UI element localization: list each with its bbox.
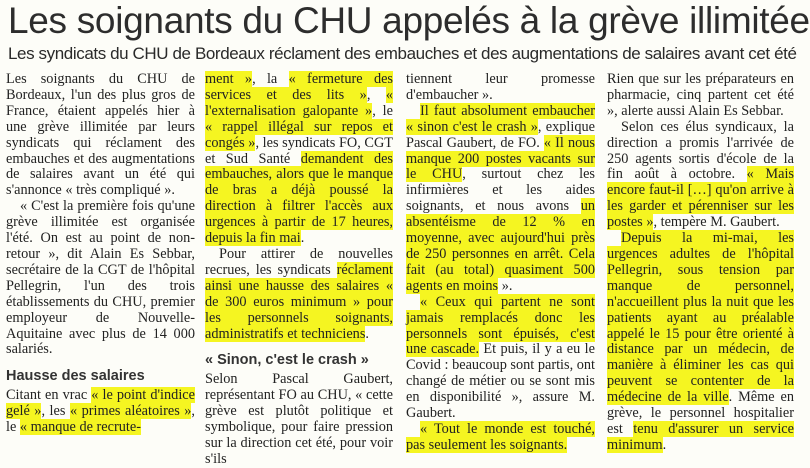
text: Citant en vrac <box>6 387 92 404</box>
column-2 <box>205 71 393 467</box>
highlight: « Il nous manque 200 postes vacants sur le CHU <box>406 134 595 183</box>
highlight: « le point d'indice gelé » <box>6 387 195 420</box>
text: , tempère M. Gaubert. <box>653 214 780 231</box>
paragraph: tiennent leur promesse d'embaucher ». <box>406 71 595 103</box>
highlight: « manque de recrute- <box>19 419 141 436</box>
column-3 <box>406 72 595 451</box>
paragraph <box>205 247 393 342</box>
paragraph <box>406 104 595 295</box>
paragraph <box>205 72 393 247</box>
paragraph: Rien que sur les préparateurs en pharmacie, cinq partent cet été », alerte aussi Alain Es Sebbar. <box>607 71 794 119</box>
highlight: demandent des embauches, alors que le manque de bras a déjà poussé la direction à filtrer l'accès aux urgences à partir de 17 heures, depuis la fin mai <box>205 150 393 247</box>
paragraph: « C'est la première fois qu'une grève illimitée est organisée l'été. On est au point de non-retour », dit Alain Es Sebbar, secrétaire de la CGT de l'hôpital Pellegrin, l'un des trois établissements du CHU, premier employeur de Nouvelle-Aquitaine avec plus de 14 000 salariés. <box>6 198 195 358</box>
text: Selon ces élus syndicaux, la direction a promis l'arrivée de 250 agents sortis d'école de la fin août à octobre. <box>607 118 794 183</box>
text: . <box>662 436 667 453</box>
highlight: tenu d'assurer un service minimum <box>607 420 794 453</box>
text: . <box>300 230 305 247</box>
paragraph <box>607 231 794 454</box>
text: , les syndicats FO, CGT et Sud Santé <box>205 134 393 167</box>
subheadline: Les syndicats du CHU de Bordeaux réclament des embauches et des augmentations de salaires avant cet été <box>8 44 797 63</box>
text: . Même en grève, le personnel hospitalier est <box>607 389 794 437</box>
highlight: « primes aléatoires » <box>69 403 192 420</box>
paragraph <box>406 295 595 422</box>
text: , le <box>372 102 393 119</box>
column-1 <box>6 72 195 451</box>
highlight: Il faut absolument embaucher « sinon c'est le crash » <box>406 102 595 135</box>
text: , le <box>6 403 195 436</box>
highlight: « fermeture des services et des lits » <box>205 71 393 103</box>
column-4 <box>607 72 794 451</box>
text: Pour attirer de nouvelles recrues, les syndicats <box>205 245 393 278</box>
highlight: « Mais encore faut-il […] qu'on arrive à les garder et pérenniser sur les postes » <box>607 166 794 231</box>
section-heading: « Sinon, c'est le crash » <box>205 352 369 369</box>
highlight: « rappel illégal sur repos et congés » <box>205 118 393 151</box>
highlight: réclament ainsi une hausse des salaires « de 300 euros minimum » pour les personnels soignants, administratifs et techniciens <box>205 261 393 342</box>
highlight: « l'externalisation galopante » <box>205 86 393 119</box>
text: ». <box>498 277 513 294</box>
highlight: Depuis la mi-mai, les urgences adultes de l'hôpital Pellegrin, sous tension par manque de personnel, n'accueillent plus la nuit que les patients ayant au préalable appelé le 15 pour être orienté à distance par un médecin, de manière à éliminer les cas qui peuvent se contenter de la médecine de la ville <box>607 230 794 406</box>
paragraph <box>406 422 595 454</box>
highlight: « Ceux qui partent ne sont jamais remplacés donc les personnels sont épuisés, c'est une cascade. <box>406 293 595 358</box>
headline: Les soignants du CHU appelés à la grève illimitée <box>8 0 810 41</box>
paragraph <box>607 120 794 231</box>
text: . <box>365 325 369 342</box>
paragraph: Les soignants du CHU de Bordeaux, l'un des plus gros de France, étaient appelés hier à une grève illimitée par leurs syndicats qui réclament des embauches et des augmentations de salaires avant un été qui s'annonce « très compliqué ». <box>6 71 195 199</box>
text: , les <box>41 403 70 420</box>
text: , explique Pascal Gaubert, de FO. <box>406 118 595 151</box>
highlight: « Tout le monde est touché, pas seulement les soignants. <box>406 420 595 453</box>
text: , <box>366 86 386 103</box>
section-heading: Hausse des salaires <box>6 368 145 385</box>
paragraph <box>6 388 195 436</box>
paragraph: Selon Pascal Gaubert, représentant FO au CHU, « cette grève est plutôt politique et symbolique, pour faire pression sur la direction cet été, pour voir s'ils <box>205 371 393 467</box>
text: Et puis, il y a eu le Covid : beaucoup sont partis, ont changé de métier ou se sont mis en disponibilité », assure M. Gaubert. <box>406 341 596 422</box>
highlight: un absentéisme de 12 % en moyenne, avec aujourd'hui près de 250 personnes en arrêt. Cela fait (au total) quasiment 500 agents en moins <box>406 198 595 294</box>
text: , surtout chez les infirmières et les aides soignants, et nous avons <box>406 166 595 215</box>
highlight: ment » <box>205 71 253 87</box>
text: , la <box>252 71 289 87</box>
